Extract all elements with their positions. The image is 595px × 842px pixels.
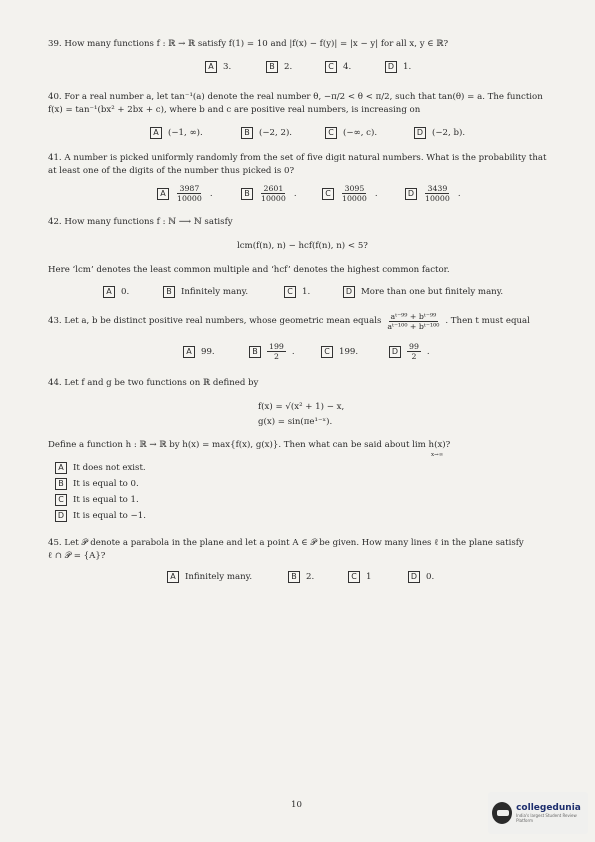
q43-option-b[interactable]: B $\frac{199}{2}$ . bbox=[249, 342, 295, 361]
option-letter-box: C bbox=[325, 127, 337, 139]
q43-option-c[interactable] bbox=[321, 346, 358, 358]
question-41 bbox=[48, 152, 568, 178]
question-40-line1: 40. For a real number a, let tan⁻¹(a) denote the real number θ, −π/2 < θ < π/2, such that tan(θ) = a. The function bbox=[48, 92, 543, 102]
denominator: 10000 bbox=[342, 194, 367, 203]
option-letter-box: B bbox=[249, 346, 261, 358]
option-text: 1. bbox=[302, 287, 311, 297]
option-text: It does not exist. bbox=[73, 463, 146, 473]
option-text: 1. bbox=[403, 62, 412, 72]
numerator: 3987 bbox=[179, 184, 200, 193]
option-letter-box: B bbox=[266, 61, 278, 73]
q43-option-d[interactable]: D $\frac{99}{2}$ . bbox=[389, 342, 430, 361]
fraction bbox=[175, 184, 204, 203]
graduate-icon bbox=[492, 802, 512, 824]
question-45 bbox=[48, 537, 568, 563]
option-text: It is equal to −1. bbox=[73, 511, 146, 521]
option-text: (−2, 2). bbox=[259, 128, 293, 138]
collegedunia-logo bbox=[488, 792, 588, 834]
option-text: (−1, ∞). bbox=[168, 128, 203, 138]
question-39-text: 39. How many functions f : ℝ → ℝ satisfy f(1) = 10 and |f(x) − f(y)| = |x − y| for all x, y ∈ ℝ? bbox=[48, 39, 449, 49]
fraction bbox=[423, 184, 452, 203]
option-letter-box: D bbox=[55, 510, 67, 522]
option-letter-box: C bbox=[321, 346, 333, 358]
question-44 bbox=[48, 377, 568, 390]
q44-lim-subscript: x→∞ bbox=[431, 452, 444, 458]
fraction bbox=[340, 184, 369, 203]
option-text: 199. bbox=[339, 347, 359, 357]
q44-eq-g: g(x) = sin(πe¹⁻ˣ). bbox=[258, 417, 333, 427]
q41-option-a[interactable]: A $\frac{3987}{10000}$ . bbox=[157, 184, 213, 203]
option-letter-box: C bbox=[322, 188, 334, 200]
option-text: 2. bbox=[306, 572, 315, 582]
option-text: 0. bbox=[426, 572, 435, 582]
option-text: It is equal to 1. bbox=[73, 495, 139, 505]
option-letter-box: B bbox=[55, 478, 67, 490]
question-39 bbox=[48, 38, 568, 51]
q42-equation: lcm(f(n), n) − hcf(f(n), n) < 5? bbox=[237, 241, 368, 251]
numerator: 3095 bbox=[344, 184, 365, 193]
question-41-line1: 41. A number is picked uniformly randomly from the set of five digit natural numbers. What is the probability that bbox=[48, 153, 547, 163]
option-text: 4. bbox=[343, 62, 352, 72]
q44-option-c[interactable] bbox=[55, 494, 139, 506]
option-letter-box: A bbox=[183, 346, 195, 358]
option-letter-box: A bbox=[150, 127, 162, 139]
numerator: 99 bbox=[409, 342, 419, 351]
q44-eq-f: f(x) = √(x² + 1) − x, bbox=[258, 402, 345, 412]
q42-option-b[interactable] bbox=[163, 286, 248, 298]
option-letter-box: B bbox=[288, 571, 300, 583]
q39-option-c[interactable] bbox=[325, 61, 351, 73]
q45-option-c[interactable] bbox=[348, 571, 371, 583]
question-40 bbox=[48, 91, 568, 117]
option-text: 99. bbox=[201, 347, 215, 357]
page-number: 10 bbox=[291, 800, 302, 810]
q39-option-a[interactable] bbox=[205, 61, 231, 73]
numerator: 199 bbox=[269, 342, 284, 351]
denominator: 2 bbox=[273, 352, 279, 361]
denominator: 10000 bbox=[177, 194, 202, 203]
numerator: 3439 bbox=[427, 184, 448, 193]
q41-option-d[interactable]: D $\frac{3439}{10000}$ . bbox=[405, 184, 461, 203]
q41-option-b[interactable]: B $\frac{2601}{10000}$ . bbox=[241, 184, 297, 203]
question-43 bbox=[48, 312, 568, 331]
q42-note-text: Here ‘lcm’ denotes the least common multiple and ‘hcf’ denotes the highest common factor. bbox=[48, 265, 450, 275]
option-letter-box: D bbox=[385, 61, 397, 73]
q45-option-a[interactable] bbox=[167, 571, 252, 583]
numerator: aᵗ⁻⁹⁹ + bᵗ⁻⁹⁹ bbox=[390, 312, 437, 321]
q43-option-a[interactable] bbox=[183, 346, 215, 358]
question-45-line1: 45. Let 𝒫 denote a parabola in the plane and let a point A ∈ 𝒫 be given. How many lines ℓ in the plane satisfy bbox=[48, 538, 524, 548]
q42-note bbox=[48, 264, 568, 277]
option-text: 3. bbox=[223, 62, 232, 72]
denominator: 10000 bbox=[425, 194, 450, 203]
option-text: (−2, b). bbox=[432, 128, 466, 138]
denominator: 2 bbox=[411, 352, 417, 361]
q44-option-a[interactable] bbox=[55, 462, 146, 474]
q44-option-b[interactable] bbox=[55, 478, 139, 490]
q45-option-b[interactable] bbox=[288, 571, 314, 583]
option-text: 2. bbox=[284, 62, 293, 72]
question-42-line1: 42. How many functions f : ℕ ⟶ ℕ satisfy bbox=[48, 217, 233, 227]
option-letter-box: A bbox=[167, 571, 179, 583]
logo-name: collegedunia bbox=[516, 803, 581, 813]
option-letter-box: D bbox=[389, 346, 401, 358]
question-45-line2: ℓ ∩ 𝒫 = {A}? bbox=[48, 551, 106, 561]
option-letter-box: C bbox=[55, 494, 67, 506]
option-letter-box: D bbox=[408, 571, 420, 583]
q42-option-d[interactable] bbox=[343, 286, 503, 298]
fraction bbox=[259, 184, 288, 203]
q40-option-c[interactable] bbox=[325, 127, 377, 139]
option-letter-box: C bbox=[325, 61, 337, 73]
option-letter-box: C bbox=[348, 571, 360, 583]
option-text: Infinitely many. bbox=[185, 572, 253, 582]
option-text: More than one but finitely many. bbox=[361, 287, 504, 297]
numerator: 2601 bbox=[263, 184, 284, 193]
option-letter-box: B bbox=[241, 188, 253, 200]
option-text: Infinitely many. bbox=[181, 287, 249, 297]
question-41-line2: at least one of the digits of the number thus picked is 0? bbox=[48, 166, 295, 176]
option-letter-box: C bbox=[284, 286, 296, 298]
option-letter-box: A bbox=[55, 462, 67, 474]
denominator: 10000 bbox=[261, 194, 286, 203]
q40-option-a[interactable] bbox=[150, 127, 203, 139]
option-letter-box: D bbox=[405, 188, 417, 200]
q39-option-b[interactable] bbox=[266, 61, 292, 73]
q43-fraction bbox=[385, 312, 441, 331]
option-letter-box: A bbox=[205, 61, 217, 73]
option-letter-box: A bbox=[157, 188, 169, 200]
q45-option-d[interactable] bbox=[408, 571, 434, 583]
q41-option-c[interactable]: C $\frac{3095}{10000}$ . bbox=[322, 184, 378, 203]
q40-option-d[interactable] bbox=[414, 127, 465, 139]
option-text: It is equal to 0. bbox=[73, 479, 139, 489]
question-40-line2: f(x) = tan⁻¹(bx² + 2bx + c), where b and c are positive real numbers, is increasing on bbox=[48, 105, 421, 115]
denominator: aᵗ⁻¹⁰⁰ + bᵗ⁻¹⁰⁰ bbox=[387, 322, 440, 331]
q42-option-c[interactable] bbox=[284, 286, 310, 298]
q44-option-d[interactable] bbox=[55, 510, 146, 522]
fraction bbox=[407, 342, 421, 361]
option-letter-box: B bbox=[241, 127, 253, 139]
question-44-line1: 44. Let f and g be two functions on ℝ defined by bbox=[48, 378, 259, 388]
logo-tagline: India's largest Student Review Platform bbox=[516, 813, 577, 823]
q40-option-b[interactable] bbox=[241, 127, 292, 139]
option-letter-box: A bbox=[103, 286, 115, 298]
option-text: 0. bbox=[121, 287, 130, 297]
q39-option-d[interactable] bbox=[385, 61, 411, 73]
option-text: 1 bbox=[366, 572, 372, 582]
logo-text-block bbox=[516, 803, 588, 823]
option-letter-box: D bbox=[414, 127, 426, 139]
question-42 bbox=[48, 216, 568, 229]
q44-define bbox=[48, 439, 568, 452]
question-43-text-end: . Then t must equal bbox=[445, 316, 530, 326]
option-letter-box: B bbox=[163, 286, 175, 298]
question-43-text: 43. Let a, b be distinct positive real numbers, whose geometric mean equals bbox=[48, 316, 382, 326]
q44-define-text: Define a function h : ℝ → ℝ by h(x) = max{f(x), g(x)}. Then what can be said about lim h(x)? bbox=[48, 440, 451, 450]
option-letter-box: D bbox=[343, 286, 355, 298]
fraction bbox=[267, 342, 286, 361]
q42-option-a[interactable] bbox=[103, 286, 129, 298]
option-text: (−∞, c). bbox=[343, 128, 378, 138]
